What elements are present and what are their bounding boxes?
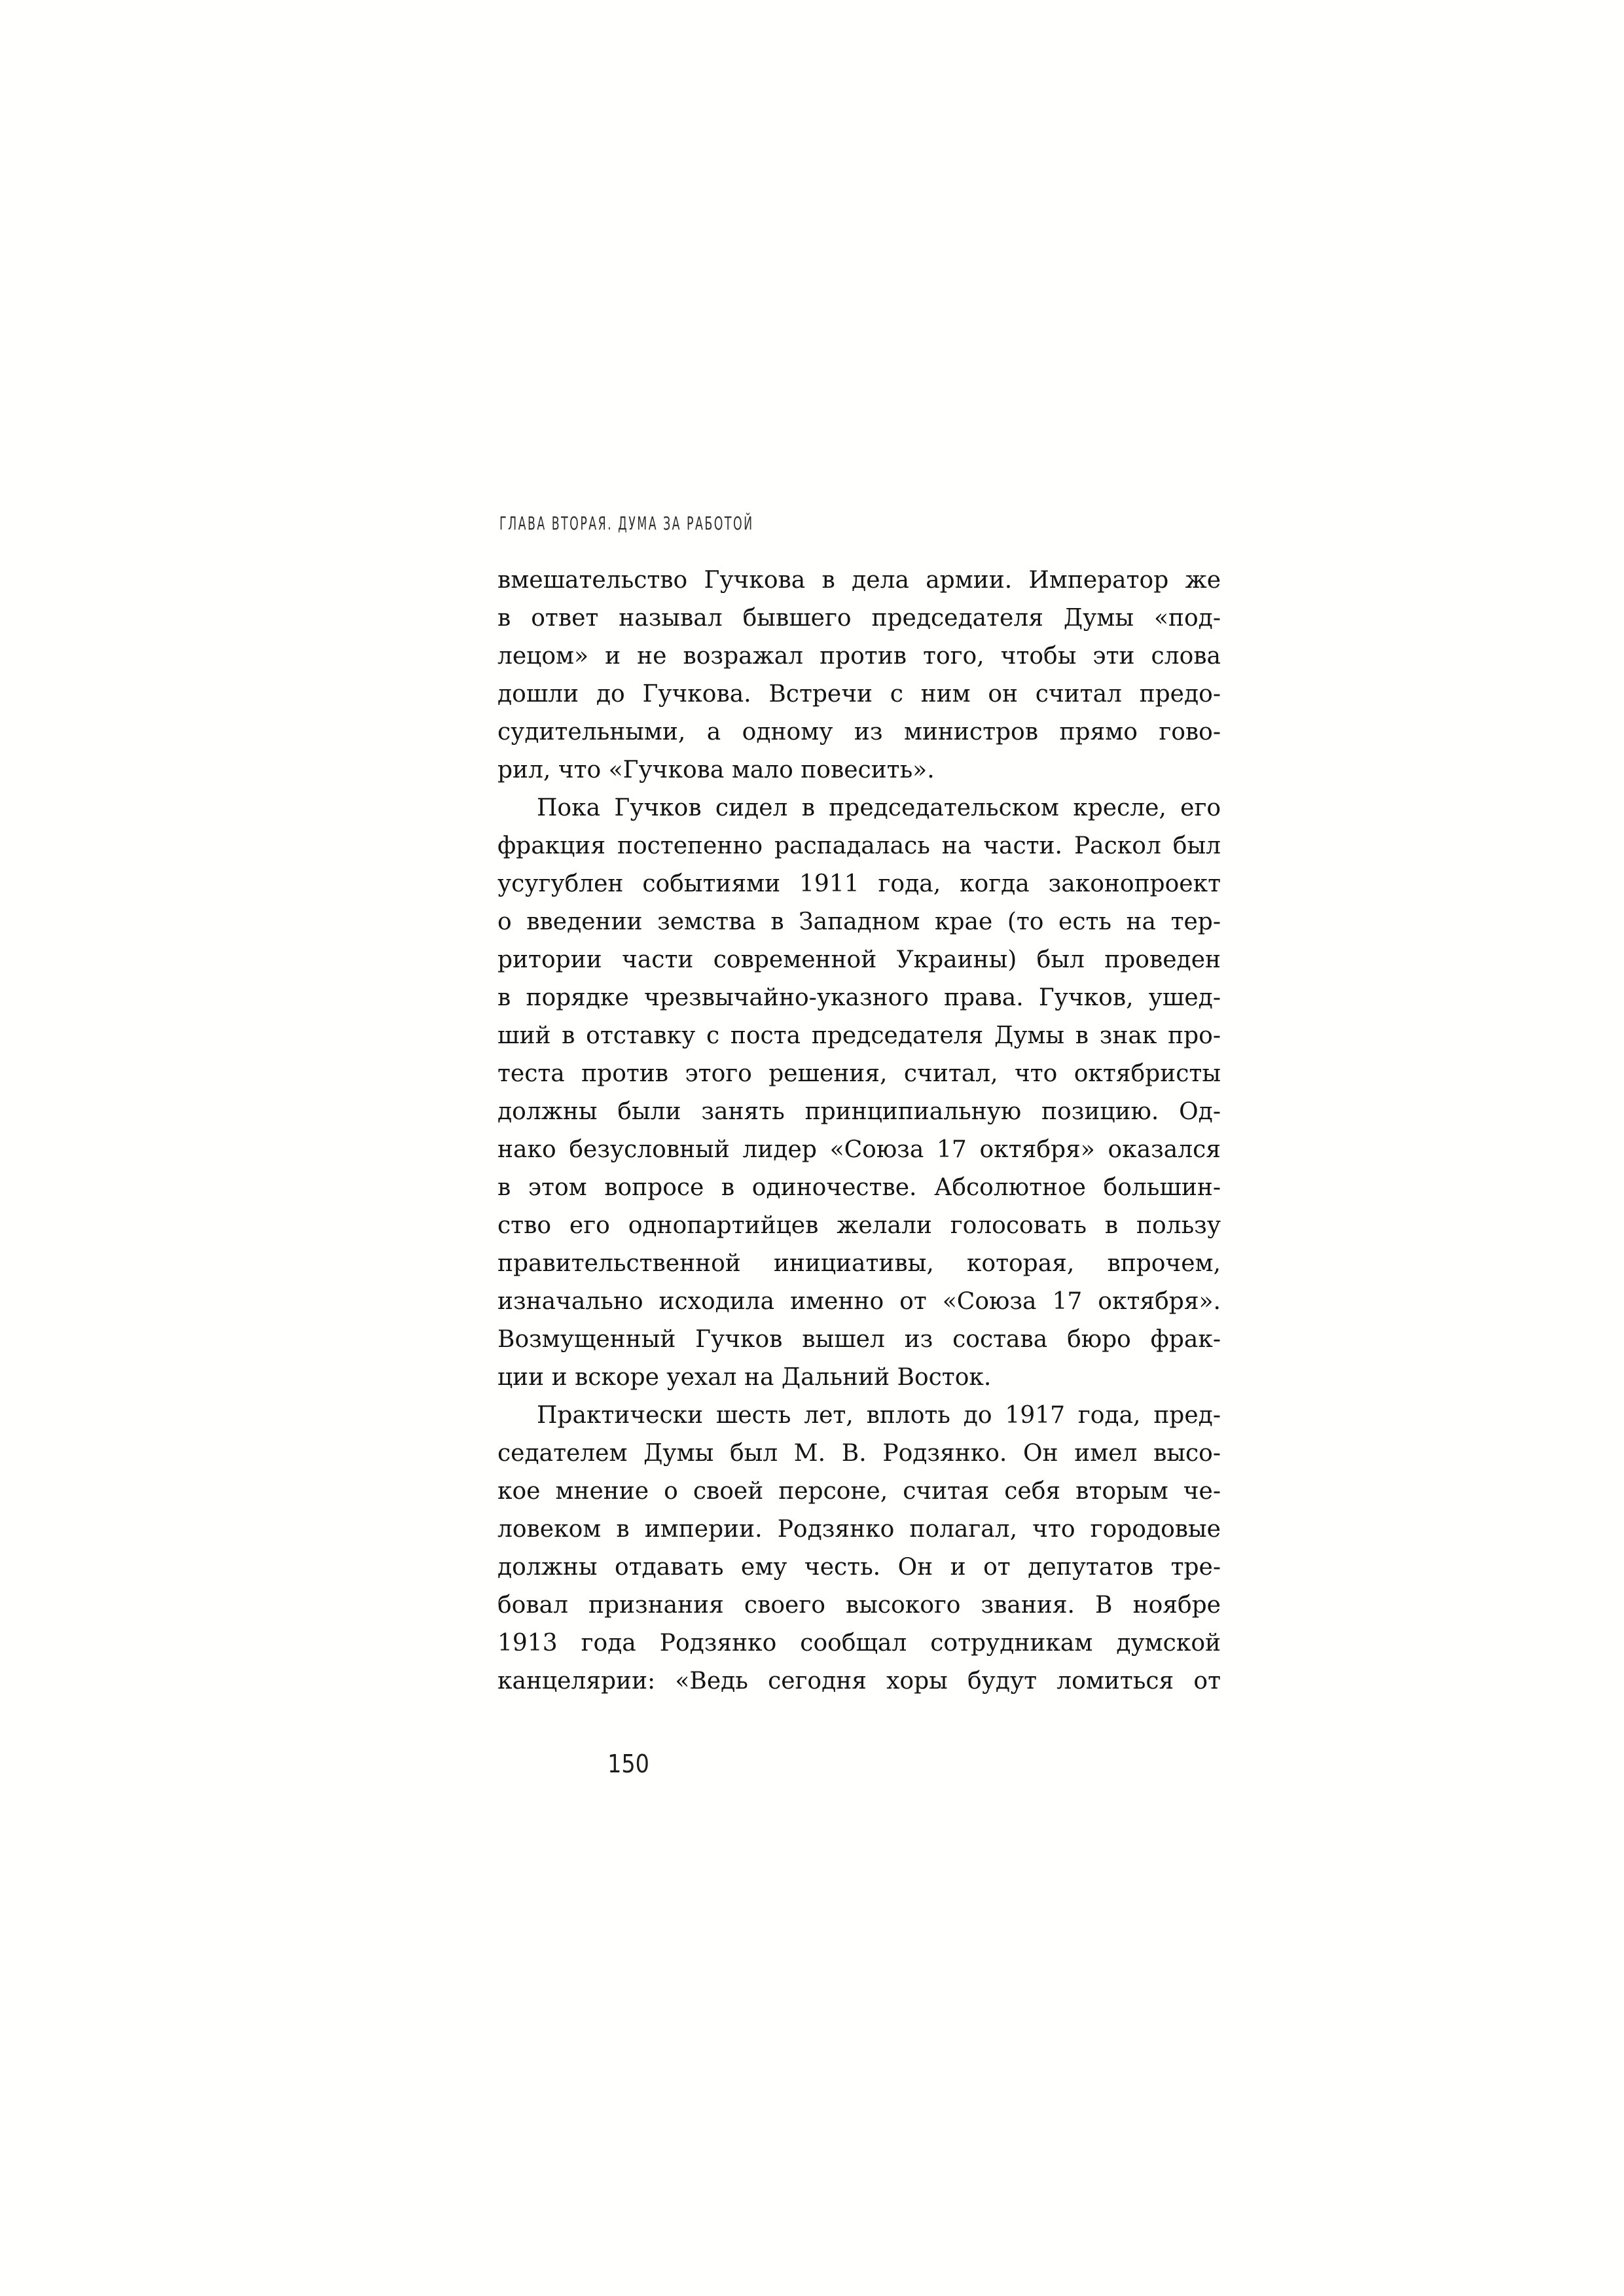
- text-line: ции и вскоре уехал на Дальний Восток.: [497, 1364, 992, 1391]
- text-line: в этом вопросе в одиночестве. Абсолютное большин-: [497, 1174, 1221, 1201]
- text-line: фракция постепенно распадалась на части. Раскол был: [497, 833, 1221, 859]
- text-line: 1913 года Родзянко сообщал сотрудникам думской: [497, 1630, 1221, 1657]
- text-line: Возмущенный Гучков вышел из состава бюро фрак-: [497, 1326, 1221, 1353]
- text-line: в ответ называл бывшего председателя Думы «под-: [497, 605, 1221, 632]
- text-line: судительными, а одному из министров прямо гово-: [497, 719, 1221, 745]
- text-line: седателем Думы был М. В. Родзянко. Он имел высо-: [497, 1440, 1221, 1467]
- text-line: Практически шесть лет, вплоть до 1917 года, пред-: [537, 1402, 1221, 1429]
- text-line: рил, что «Гучкова мало повесить».: [497, 757, 935, 783]
- text-line: изначально исходила именно от «Союза 17 октября».: [497, 1288, 1221, 1315]
- text-line: вмешательство Гучкова в дела армии. Император же: [497, 567, 1221, 594]
- text-line: о введении земства в Западном крае (то есть на тер-: [497, 908, 1221, 935]
- body-text: [497, 562, 1221, 1700]
- page-number: 150: [607, 1749, 649, 1778]
- text-line: кое мнение о своей персоне, считая себя вторым че-: [497, 1478, 1221, 1505]
- text-line: лецом» и не возражал против того, чтобы эти слова: [497, 643, 1221, 670]
- text-line: должны отдавать ему честь. Он и от депутатов тре-: [497, 1554, 1221, 1581]
- text-line: теста против этого решения, считал, что октябристы: [497, 1060, 1221, 1087]
- text-line: в порядке чрезвычайно-указного права. Гучков, ушед-: [497, 984, 1221, 1011]
- text-line: должны были занять принципиальную позицию. Од-: [497, 1098, 1221, 1125]
- text-line: ловеком в империи. Родзянко полагал, что городовые: [497, 1516, 1221, 1543]
- text-line: бовал признания своего высокого звания. В ноябре: [497, 1592, 1221, 1619]
- text-line: усугублен событиями 1911 года, когда законопроект: [497, 870, 1221, 897]
- text-line: правительственной инициативы, которая, впрочем,: [497, 1250, 1221, 1277]
- text-line: ство его однопартийцев желали голосовать в пользу: [497, 1212, 1221, 1239]
- text-line: ритории части современной Украины) был проведен: [497, 946, 1221, 973]
- text-line: дошли до Гучкова. Встречи с ним он считал предо-: [497, 681, 1221, 708]
- text-line: нако безусловный лидер «Союза 17 октября» оказался: [497, 1136, 1221, 1163]
- text-line: канцелярии: «Ведь сегодня хоры будут ломиться от: [497, 1668, 1221, 1695]
- text-line: Пока Гучков сидел в председательском кресле, его: [537, 795, 1221, 821]
- text-line: ший в отставку с поста председателя Думы в знак про-: [497, 1022, 1221, 1049]
- running-head: ГЛАВА ВТОРАЯ. ДУМА ЗА РАБОТОЙ: [499, 512, 754, 534]
